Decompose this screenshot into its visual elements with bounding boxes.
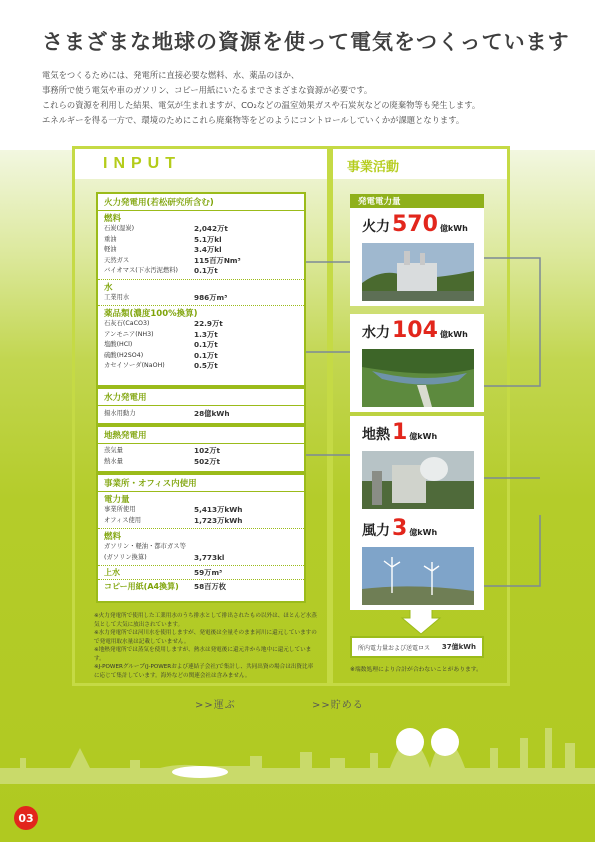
data-row	[98, 409, 304, 420]
row-label: 工業用水	[104, 293, 130, 301]
fuel-heading: 燃料	[104, 214, 122, 224]
geothermal-title: 地熱発電用	[98, 427, 304, 444]
row-label: オフィス使用	[104, 516, 142, 524]
data-row	[98, 256, 304, 267]
water-heading: 水	[98, 279, 304, 293]
data-row	[98, 446, 304, 457]
row-value: 0.1万t	[194, 350, 218, 360]
row-label: ガソリン・軽油・都市ガス等	[104, 543, 186, 550]
office-title: 事業所・オフィス内使用	[98, 475, 304, 492]
data-row	[98, 330, 304, 341]
row-value: 986万m³	[194, 292, 228, 302]
page-number: 03	[14, 806, 38, 830]
plant-wind: 風力 3 億kWh	[350, 512, 484, 610]
row-value: 1.3万t	[194, 329, 218, 339]
thermal-input-box	[96, 192, 306, 387]
row-value: 0.1万t	[194, 266, 218, 275]
plant-hydro: 水力 104 億kWh	[350, 314, 484, 412]
data-row	[98, 319, 304, 330]
data-row	[98, 542, 304, 553]
carry-label: >>運ぶ	[195, 700, 236, 711]
data-row	[98, 361, 304, 372]
data-row	[98, 340, 304, 351]
row-value: 1,723万kWh	[194, 515, 243, 525]
data-row	[98, 245, 304, 256]
row-label: 石灰石(CaCO3)	[104, 320, 150, 327]
hydro-input-box	[96, 387, 306, 425]
row-label: カセイソーダ(NaOH)	[104, 362, 165, 369]
row-value: 5,413万kWh	[194, 505, 243, 514]
page-title: さまざまな地球の資源を使って電気をつくっています	[42, 30, 570, 54]
data-row	[98, 224, 304, 235]
data-row	[98, 457, 304, 468]
data-row	[98, 553, 304, 564]
intro-line: 事務所で使う電気や車のガソリン、コピー用紙にいたるまでさまざまな資源が必要です。	[42, 85, 373, 95]
hydro-title: 水力発電用	[98, 389, 304, 406]
row-label: 重油	[104, 235, 117, 243]
town-skyline-illustration	[0, 708, 595, 784]
office-fuel-heading: 燃料	[98, 528, 304, 542]
input-header: INPUT	[75, 149, 327, 179]
geothermal-input-box	[96, 425, 306, 473]
row-label: 塩酸(HCl)	[104, 341, 133, 348]
row-value: 5.1万kl	[194, 234, 222, 244]
row-value: 28億kWh	[194, 409, 230, 418]
data-row	[98, 235, 304, 246]
office-input-box	[96, 473, 306, 603]
row-value: 115百万Nm³	[194, 255, 241, 265]
wind-farm-photo	[362, 547, 474, 605]
data-row	[98, 293, 304, 304]
data-row	[98, 505, 304, 516]
row-label: (ガソリン換算)	[104, 553, 147, 561]
row-label: バイオマス(下水汚泥燃料)	[104, 267, 178, 274]
intro-line: 電気をつくるためには、発電所に直接必要な燃料、水、薬品のほか、	[42, 70, 300, 80]
footnotes: ※火力発電所で使用した工業用水のうち排水として排出されたもの以外は、ほとんど水蒸気として大気に放出されています。 ※水力発電所では河川水を使用しますが、発電後は全量そのまま河川に還元していますので発電用取水量は記載していません。 ※地熱発電所では蒸気を使用しますが、熱水は発電後に還元井から地中に還元しています。 ※J-POWERグループ(J-POWERおよび連結子会社)で集計し、共同出資の場合は出資比率に応じて集計しています。海外などの関連会社は含みません。	[94, 613, 317, 679]
row-value: 3,773kl	[194, 552, 225, 562]
row-label: 天然ガス	[104, 256, 130, 264]
row-value: 3.4万kl	[194, 245, 222, 254]
store-label: >>貯める	[312, 700, 364, 711]
thermal-plant-photo	[362, 243, 474, 301]
intro-line: これらの資源を利用した結果、電気が生まれますが、CO₂などの温室効果ガスや石炭灰などの廃棄物等も発生します。	[42, 100, 481, 110]
row-value: 102万t	[194, 446, 221, 455]
business-header: 事業活動	[333, 149, 507, 179]
down-arrow-icon	[402, 608, 440, 634]
intro-line: エネルギーを得る一方で、環境のためにこれら廃棄物等をどのようにコントロールしていくかが課題となります。	[42, 115, 465, 125]
data-row	[98, 351, 304, 362]
geothermal-plant-photo	[362, 451, 474, 509]
electricity-heading: 電力量	[104, 495, 130, 505]
row-value: 502万t	[194, 456, 221, 466]
data-row	[98, 266, 304, 277]
plant-geothermal: 地熱 1 億kWh	[350, 416, 484, 514]
row-label: 軽油	[104, 246, 117, 253]
row-label: 揚水用動力	[104, 410, 136, 417]
station-loss-box: 所内電力量および送電ロス 37億kWh	[350, 636, 484, 658]
copy-paper-row: コピー用紙(A4換算) 58百万枚	[98, 579, 304, 593]
row-value: 0.5万t	[194, 361, 218, 370]
row-label: 硫酸(H2SO4)	[104, 351, 144, 359]
chemical-heading: 薬品類(濃度100%換算)	[98, 305, 304, 319]
row-label: アンモニア(NH3)	[104, 330, 154, 338]
row-label: 熱水量	[104, 457, 123, 465]
row-label: 事業所使用	[104, 506, 136, 513]
row-value: 0.1万t	[194, 340, 218, 349]
rounding-note: ※端数処理により合計が合わないことがあります。	[350, 667, 482, 673]
hydro-dam-photo	[362, 349, 474, 407]
thermal-title: 火力発電用(若松研究所含む)	[98, 194, 304, 211]
row-value: 22.9万t	[194, 319, 223, 328]
row-label: 石炭(湿炭)	[104, 225, 135, 232]
plant-thermal: 火力 570 億kWh	[350, 208, 484, 306]
row-label: 蒸気量	[104, 447, 123, 454]
power-output-title: 発電電力量	[350, 194, 484, 208]
data-row	[98, 516, 304, 527]
row-value: 2,042万t	[194, 224, 228, 233]
tap-water-row: 上水 59万m³	[98, 565, 304, 579]
